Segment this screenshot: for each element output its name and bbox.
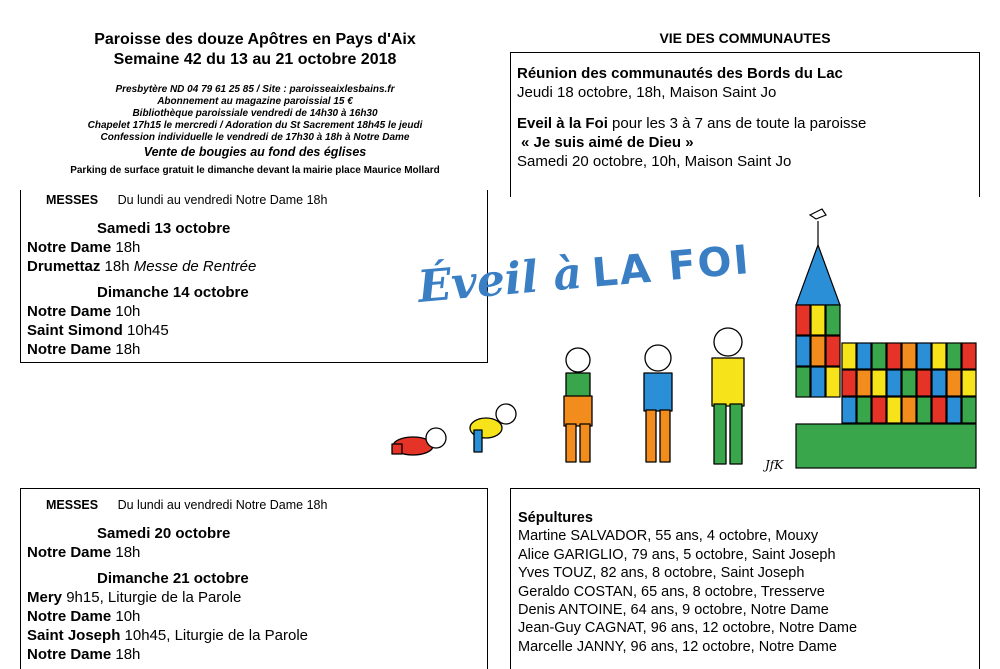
info-line: Abonnement au magazine paroissial 15 € [157, 96, 353, 107]
eveil-name: Eveil à la Foi [517, 115, 608, 132]
weekday-note: Du lundi au vendredi Notre Dame 18h [117, 498, 328, 512]
info-line: Chapelet 17h15 le mercredi / Adoration du St Sacrement 18h45 le jeudi [87, 120, 423, 131]
older-child-figure [644, 345, 672, 462]
church-tower [796, 305, 840, 397]
eveil-line [517, 114, 977, 133]
mass-entry [27, 257, 482, 276]
candles-note: Vente de bougies au fond des églises [143, 145, 367, 159]
crawling-baby-figure [392, 428, 446, 455]
masses-list-2 [27, 524, 482, 664]
eveil-title-caps: LA FOI [590, 237, 753, 297]
burial-entry: Alice GARIGLIO, 79 ans, 5 octobre, Saint Joseph [518, 546, 836, 563]
weekday-note: Du lundi au vendredi Notre Dame 18h [117, 193, 328, 207]
mass-time: 10h45, Liturgie de la Parole [120, 627, 308, 644]
mass-time: 10h [111, 303, 141, 320]
burial-entry: Yves TOUZ, 82 ans, 8 octobre, Saint Joseph [518, 565, 805, 582]
community-heading: VIE DES COMMUNAUTES [659, 30, 831, 46]
burial-entry: Jean-Guy CAGNAT, 96 ans, 12 octobre, Notre Dame [518, 620, 858, 637]
burial-entry: Denis ANTOINE, 64 ans, 9 octobre, Notre Dame [518, 602, 829, 619]
church-spire [796, 245, 840, 305]
mass-time: 10h45 [122, 322, 169, 339]
mass-time: 18h [111, 341, 141, 358]
community-content [517, 64, 977, 171]
masses-header-1 [46, 193, 327, 208]
child-figure [564, 348, 592, 462]
mass-place: Notre Dame [27, 544, 112, 561]
mass-place: Notre Dame [27, 303, 112, 320]
eveil-detail: Samedi 20 octobre, 10h, Maison Saint Jo [517, 153, 792, 170]
teenager-figure [712, 328, 744, 464]
day-title: Dimanche 21 octobre [97, 570, 249, 587]
day-title: Dimanche 14 octobre [97, 284, 249, 301]
mass-place: Notre Dame [27, 608, 112, 625]
growing-children-illustration [378, 318, 778, 478]
meeting-detail: Jeudi 18 octobre, 18h, Maison Saint Jo [517, 84, 777, 101]
mass-place: Mery [27, 589, 63, 606]
mass-place: Saint Joseph [27, 627, 121, 644]
mass-place: Saint Simond [27, 322, 123, 339]
meeting-title: Réunion des communautés des Bords du Lac [517, 65, 843, 82]
mass-time: 10h [111, 608, 141, 625]
mass-place: Notre Dame [27, 239, 112, 256]
burial-entry: Martine SALVADOR, 55 ans, 4 octobre, Mouxy [518, 528, 819, 545]
mass-place: Notre Dame [27, 646, 112, 663]
church-nave [842, 343, 976, 423]
dove-icon [810, 209, 826, 219]
mass-entry [27, 607, 482, 626]
mass-entry [27, 626, 482, 645]
mass-time: 9h15, Liturgie de la Parole [62, 589, 242, 606]
mass-time: 18h [100, 258, 134, 275]
info-line: Presbytère ND 04 79 61 25 85 / Site : paroisseaixlesbains.fr [115, 84, 395, 95]
mass-time: 18h [111, 239, 141, 256]
day-title: Samedi 20 octobre [97, 525, 231, 542]
mass-entry [27, 238, 482, 257]
mass-place: Notre Dame [27, 341, 112, 358]
mass-time: 18h [111, 544, 141, 561]
info-line: Bibliothèque paroissiale vendredi de 14h30 à 16h30 [132, 108, 378, 119]
burial-entry: Marcelle JANNY, 96 ans, 12 octobre, Notre Dame [518, 638, 837, 655]
burials-content [518, 509, 978, 656]
mass-entry [27, 588, 482, 607]
toddler-figure [470, 404, 516, 452]
masses-label: MESSES [46, 498, 99, 512]
info-line: Confession individuelle le vendredi de 17h30 à 18h à Notre Dame [100, 132, 410, 143]
mass-note: Messe de Rentrée [133, 258, 257, 275]
mass-entry [27, 543, 482, 562]
masses-label: MESSES [46, 193, 99, 207]
eveil-theme: « Je suis aimé de Dieu » [521, 134, 694, 151]
masses-header-2 [46, 498, 327, 513]
church-base [796, 424, 976, 468]
eveil-desc: pour les 3 à 7 ans de toute la paroisse [607, 115, 867, 132]
parking-note: Parking de surface gratuit le dimanche devant la mairie place Maurice Mollard [70, 165, 440, 176]
burials-title: Sépultures [518, 510, 593, 526]
eveil-title-script: Éveil à [415, 247, 584, 313]
info-block [20, 84, 490, 177]
artist-signature: JfK [765, 458, 784, 472]
burial-entry: Geraldo COSTAN, 65 ans, 8 octobre, Tresserve [518, 583, 825, 600]
mass-time: 18h [111, 646, 141, 663]
mass-place: Drumettaz [27, 258, 101, 275]
week-subtitle: Semaine 42 du 13 au 21 octobre 2018 [113, 51, 397, 68]
parish-title: Paroisse des douze Apôtres en Pays d'Aix [94, 31, 416, 48]
mass-entry [27, 645, 482, 664]
church-of-people-illustration [790, 205, 980, 485]
day-title: Samedi 13 octobre [97, 220, 231, 237]
